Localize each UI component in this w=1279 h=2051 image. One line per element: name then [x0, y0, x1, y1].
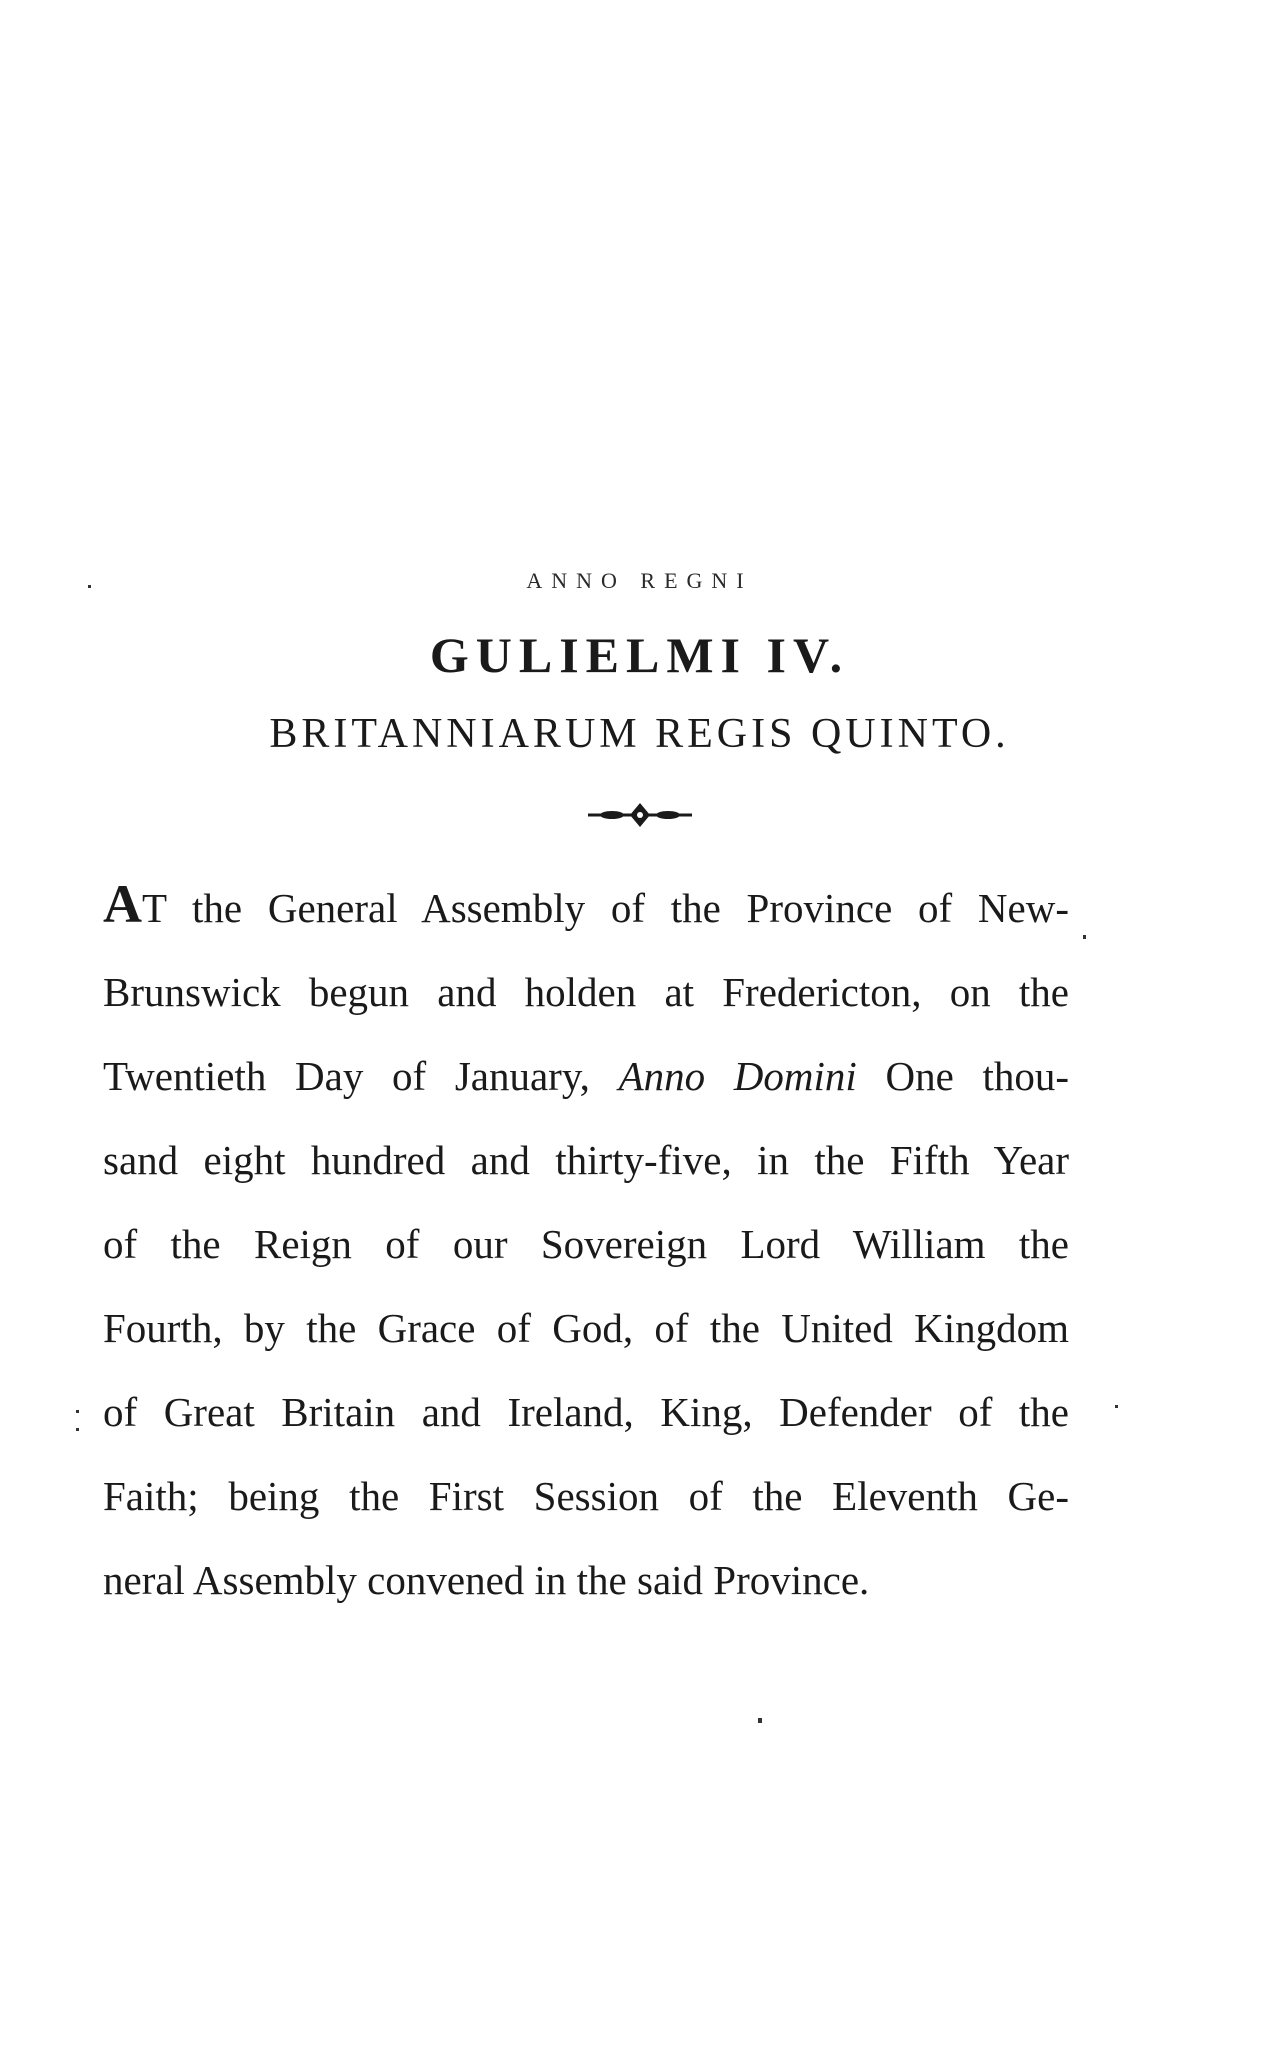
paragraph-line: of Great Britain and Ireland, King, Defender of the: [103, 1389, 1069, 1435]
proclamation-paragraph: [103, 862, 1069, 1622]
paragraph-line: AT the General Assembly of the Province of New-: [103, 874, 1069, 934]
paragraph-line: Twentieth Day of January, Anno Domini One thou-: [103, 1053, 1069, 1099]
paragraph-line: Fourth, by the Grace of God, of the United Kingdom: [103, 1305, 1069, 1351]
drop-cap: A: [103, 874, 142, 934]
gulielmi-heading: GULIELMI IV.: [429, 627, 850, 683]
print-speck: [1115, 1405, 1118, 1408]
paragraph-line: Brunswick begun and holden at Fredericton, on the: [103, 969, 1069, 1015]
anno-regni-heading: ANNO REGNI: [526, 568, 753, 593]
print-speck: [1083, 935, 1086, 939]
paragraph-line: of the Reign of our Sovereign Lord William the: [103, 1221, 1069, 1267]
print-speck: [76, 1410, 79, 1413]
britanniarum-heading: BRITANNIARUM REGIS QUINTO.: [269, 711, 1010, 757]
paragraph-line: neral Assembly convened in the said Province.: [103, 1557, 870, 1603]
anno-domini-italic: Anno Domini: [618, 1053, 857, 1099]
print-speck: [76, 1428, 79, 1431]
print-speck: [758, 1718, 762, 1723]
print-speck: [88, 585, 91, 588]
paragraph-line: Faith; being the First Session of the Eleventh Ge-: [103, 1473, 1069, 1519]
ornament-divider-icon: [0, 800, 1279, 840]
paragraph-line: sand eight hundred and thirty-five, in the Fifth Year: [103, 1137, 1069, 1183]
